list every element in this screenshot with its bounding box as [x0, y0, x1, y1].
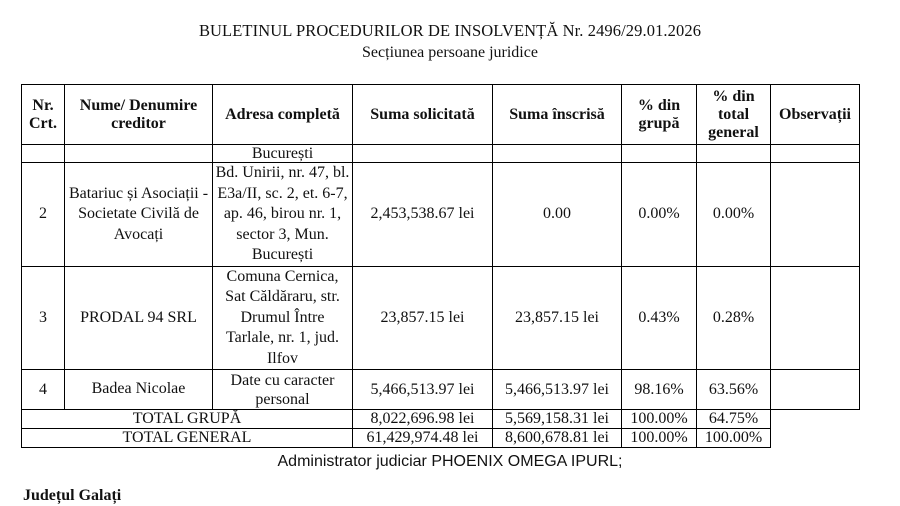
total-group-registered: 5,569,158.31 lei: [493, 410, 622, 429]
table-row-continued: [22, 145, 860, 163]
total-general-percent-group: 100.00%: [622, 429, 697, 448]
table-header-row: [22, 85, 860, 145]
total-group-row: [22, 410, 860, 429]
total-general-registered: 8,600,678.81 lei: [493, 429, 622, 448]
percent-total: 0.28%: [697, 266, 771, 370]
creditor-name: Badea Nicolae: [65, 370, 213, 410]
creditor-name: PRODAL 94 SRL: [65, 266, 213, 370]
percent-group: 98.16%: [622, 370, 697, 410]
row-nr: 2: [22, 163, 65, 267]
header-creditor-name: Nume/ Denumire creditor: [65, 85, 213, 145]
header-requested-amount: Suma solicitată: [353, 85, 493, 145]
creditor-address: Bd. Unirii, nr. 47, bl. E3a/II, sc. 2, et. 6-7, ap. 46, birou nr. 1, sector 3, Mun. București: [213, 163, 353, 267]
percent-group: 0.00%: [622, 163, 697, 267]
total-group-requested: 8,022,696.98 lei: [353, 410, 493, 429]
percent-total: 63.56%: [697, 370, 771, 410]
county-heading: Județul Galați: [23, 487, 122, 504]
total-general-percent-total: 100.00%: [697, 429, 771, 448]
total-group-percent-group: 100.00%: [622, 410, 697, 429]
header-percent-group: % din grupă: [622, 85, 697, 145]
total-group-label: TOTAL GRUPĂ: [22, 410, 353, 429]
header-nr: Nr. Crt.: [22, 85, 65, 145]
administrator-line: Administrator judiciar PHOENIX OMEGA IPURL;: [277, 453, 623, 470]
continued-address: București: [213, 145, 353, 163]
bulletin-title: BULETINUL PROCEDURILOR DE INSOLVENȚĂ Nr. 2496/29.01.2026: [198, 21, 702, 40]
registered-amount: 5,466,513.97 lei: [493, 370, 622, 410]
creditor-address: Comuna Cernica, Sat Căldăraru, str. Drumul Între Tarlale, nr. 1, jud. Ilfov: [213, 266, 353, 370]
table-row: [22, 370, 860, 410]
header-address: Adresa completă: [213, 85, 353, 145]
section-subtitle: Secțiunea persoane juridice: [362, 44, 538, 61]
creditor-address: Date cu caracter personal: [213, 370, 353, 410]
registered-amount: 23,857.15 lei: [493, 266, 622, 370]
notes: [771, 163, 860, 267]
header-registered-amount: Suma înscrisă: [493, 85, 622, 145]
registered-amount: 0.00: [493, 163, 622, 267]
header-percent-total: % din total general: [697, 85, 771, 145]
header-notes: Observații: [771, 85, 860, 145]
requested-amount: 23,857.15 lei: [353, 266, 493, 370]
total-general-label: TOTAL GENERAL: [22, 429, 353, 448]
row-nr: 4: [22, 370, 65, 410]
total-general-requested: 61,429,974.48 lei: [353, 429, 493, 448]
creditors-table: [21, 84, 860, 448]
notes: [771, 370, 860, 410]
percent-group: 0.43%: [622, 266, 697, 370]
percent-total: 0.00%: [697, 163, 771, 267]
total-general-row: [22, 429, 860, 448]
requested-amount: 5,466,513.97 lei: [353, 370, 493, 410]
creditor-name: Batariuc și Asociații - Societate Civilă de Avocați: [65, 163, 213, 267]
table-row: [22, 266, 860, 370]
requested-amount: 2,453,538.67 lei: [353, 163, 493, 267]
notes: [771, 266, 860, 370]
total-group-percent-total: 64.75%: [697, 410, 771, 429]
table-row: [22, 163, 860, 267]
row-nr: 3: [22, 266, 65, 370]
